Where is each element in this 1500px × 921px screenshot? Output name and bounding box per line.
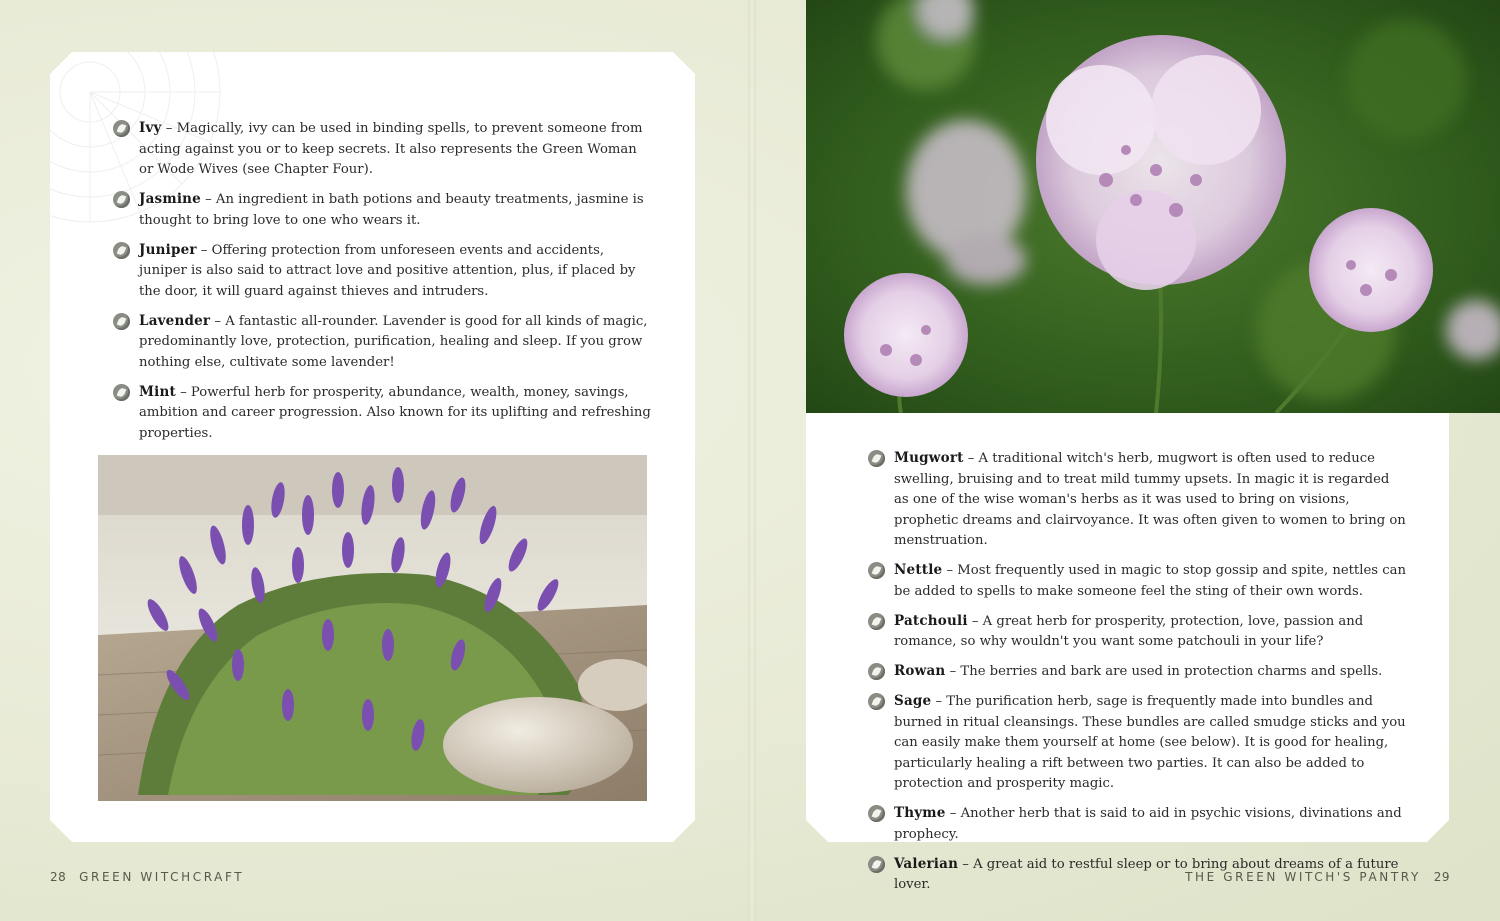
herb-term: Lavender	[139, 312, 211, 329]
herb-entry-juniper	[113, 240, 653, 303]
herb-term: Thyme	[894, 805, 946, 821]
herb-description: – A fantastic all-rounder. Lavender is good for all kinds of magic, predominantly love, protection, purification, healing and sleep. If you grow nothing else, cultivate some lavender!	[139, 313, 648, 370]
herb-term: Juniper	[139, 241, 197, 258]
herb-entry-nettle	[868, 560, 1408, 602]
herb-term: Mugwort	[894, 450, 964, 466]
herb-description: – The purification herb, sage is frequently made into bundles and burned in ritual cleansings. These bundles are called smudge sticks and you can easily make them yourself at home (see below). It is good for healing, particularly healing a rift between two parties. It can also be added to protection and prosperity magic.	[894, 694, 1406, 791]
herb-entry-mugwort	[868, 448, 1408, 552]
herb-description: – The berries and bark are used in protection charms and spells.	[945, 664, 1383, 679]
leaf-bullet-icon	[113, 242, 130, 259]
herb-description: – Powerful herb for prosperity, abundance, wealth, money, savings, ambition and career progression. Also known for its uplifting and refreshing properties.	[139, 384, 651, 441]
herb-description: – Magically, ivy can be used in binding spells, to prevent someone from acting against you or to keep secrets. It also represents the Green Woman or Wode Wives (see Chapter Four).	[139, 121, 643, 177]
herb-entry-patchouli	[868, 611, 1408, 653]
herb-term: Patchouli	[894, 612, 968, 629]
leaf-bullet-icon	[868, 613, 885, 630]
herb-term: Jasmine	[139, 191, 201, 207]
leaf-bullet-icon	[113, 313, 130, 330]
leaf-bullet-icon	[868, 663, 885, 680]
left-herb-list	[113, 118, 653, 453]
book-gutter	[748, 0, 756, 921]
herb-description: – A great herb for prosperity, protection, love, passion and romance, so why wouldn't you want some patchouli in your life?	[894, 613, 1364, 649]
leaf-bullet-icon	[113, 191, 130, 208]
valerian-photo	[806, 0, 1500, 413]
herb-entry-sage	[868, 691, 1408, 795]
right-page-footer	[1185, 870, 1450, 884]
herb-term: Sage	[894, 693, 932, 709]
leaf-bullet-icon	[868, 562, 885, 579]
herb-entry-mint	[113, 382, 653, 445]
leaf-bullet-icon	[868, 450, 885, 467]
herb-description: – A traditional witch's herb, mugwort is often used to reduce swelling, bruising and to treat mild tummy upsets. In magic it is regarded as one of the wise woman's herbs as it was used to bring on visions, prophetic dreams and clairvoyance. It was often given to women to bring on menstruation.	[894, 451, 1406, 548]
lavender-bush-illustration	[98, 455, 647, 801]
herb-term: Valerian	[894, 855, 959, 872]
herb-entry-ivy	[113, 118, 653, 181]
herb-entry-jasmine	[113, 189, 653, 231]
herb-description: – Offering protection from unforeseen events and accidents, juniper is also said to attract love and positive attention, plus, if placed by the door, it will guard against thieves and intruders.	[139, 242, 636, 299]
leaf-bullet-icon	[868, 856, 885, 873]
herb-term: Nettle	[894, 562, 943, 578]
herb-term: Mint	[139, 383, 176, 400]
herb-entry-thyme	[868, 803, 1408, 845]
leaf-bullet-icon	[868, 693, 885, 710]
herb-description: – An ingredient in bath potions and beauty treatments, jasmine is thought to bring love to one who wears it.	[139, 192, 644, 228]
left-page-footer	[50, 870, 244, 884]
page-number: 29	[1433, 870, 1450, 884]
page-number: 28	[50, 870, 67, 884]
herb-description: – A great aid to restful sleep or to bring about dreams of a future lover.	[894, 856, 1399, 892]
leaf-bullet-icon	[113, 120, 130, 137]
leaf-bullet-icon	[868, 805, 885, 822]
herb-term: Rowan	[894, 663, 946, 679]
herb-term: Ivy	[139, 120, 162, 136]
herb-entry-lavender	[113, 311, 653, 374]
herb-description: – Another herb that is said to aid in psychic visions, divinations and prophecy.	[894, 806, 1402, 842]
running-title: GREEN WITCHCRAFT	[79, 870, 245, 884]
herb-description: – Most frequently used in magic to stop gossip and spite, nettles can be added to spells to make someone feel the sting of their own words.	[894, 563, 1406, 599]
herb-entry-rowan	[868, 661, 1408, 683]
leaf-bullet-icon	[113, 384, 130, 401]
running-title: THE GREEN WITCH'S PANTRY	[1185, 870, 1421, 884]
right-herb-list	[868, 448, 1408, 904]
lavender-photo	[98, 455, 647, 801]
valerian-flowers-illustration	[806, 0, 1500, 413]
